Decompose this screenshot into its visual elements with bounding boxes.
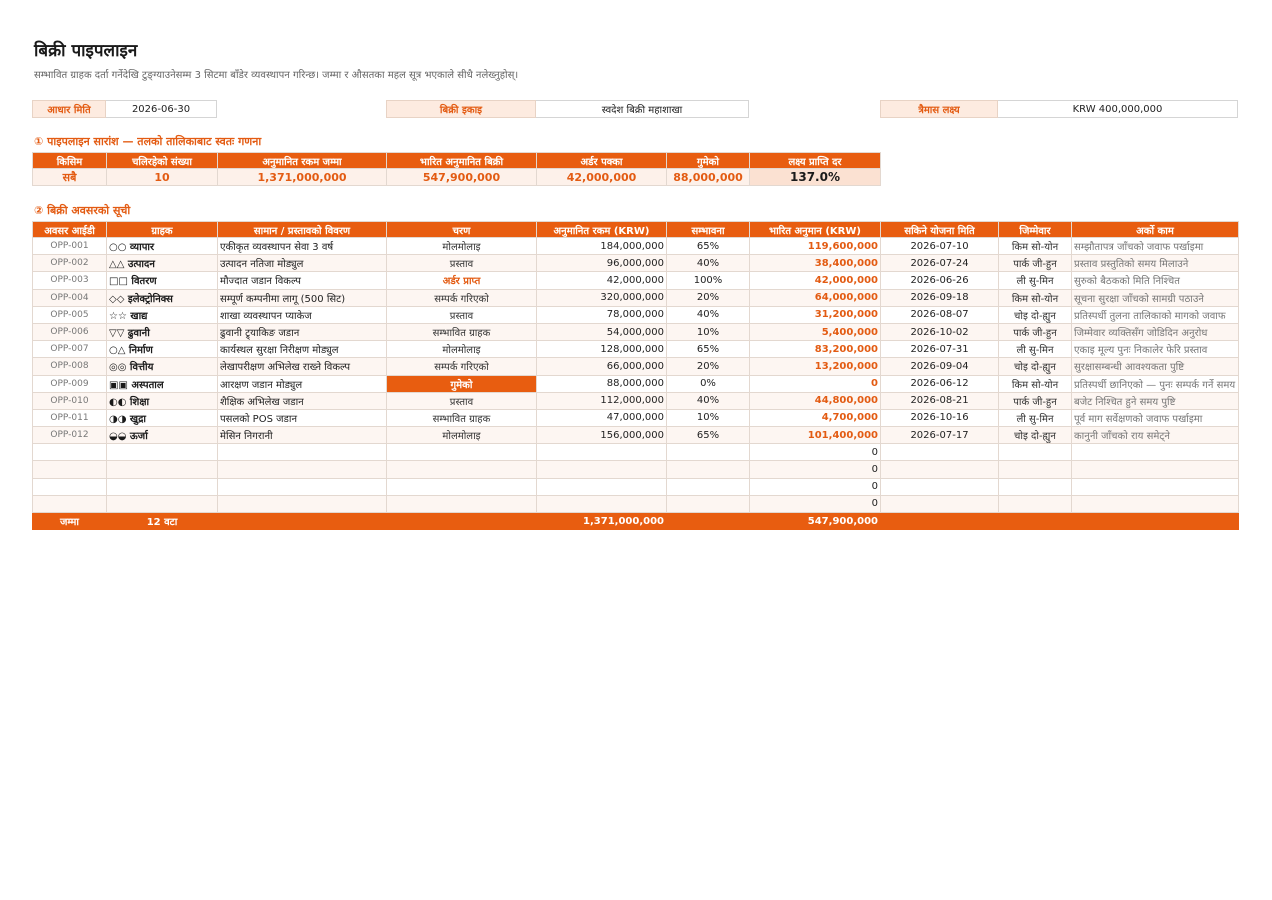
total-empty-cell xyxy=(667,513,750,530)
page-subtitle: सम्भावित ग्राहक दर्ता गर्नेदेखि टुङ्ग्याउनेसम्म 3 सिटमा बाँडेर व्यवस्थापन गरिन्छ। जम्मा र औसतका महल सूत्र भएकाले सीधै नलेख्नुहोस्। xyxy=(34,70,519,81)
empty-cell[interactable] xyxy=(667,495,750,512)
customer-cell[interactable]: ◎◎ वित्तीय xyxy=(107,358,218,375)
owner-cell[interactable]: पार्क जी-हुन xyxy=(999,392,1072,409)
summary-header: अनुमानित रकम जम्मा xyxy=(218,153,387,169)
empty-cell[interactable] xyxy=(33,495,107,512)
weighted-amount-cell[interactable]: 0 xyxy=(750,444,881,461)
probability-cell[interactable]: 20% xyxy=(667,289,750,306)
empty-row xyxy=(33,495,1239,512)
owner-cell[interactable]: किम सो-योन xyxy=(999,289,1072,306)
probability-cell[interactable]: 10% xyxy=(667,323,750,340)
owner-cell[interactable]: ली सु-मिन xyxy=(999,409,1072,426)
probability-cell[interactable]: 40% xyxy=(667,255,750,272)
total-empty-cell xyxy=(387,513,537,530)
quarter-target-value[interactable]: KRW 400,000,000 xyxy=(998,100,1238,118)
summary-active-count[interactable]: 10 xyxy=(107,169,218,186)
opportunity-id-cell[interactable]: OPP-004 xyxy=(33,289,107,306)
probability-cell[interactable]: 0% xyxy=(667,375,750,392)
table-row xyxy=(33,358,1239,375)
description-cell[interactable]: ढुवानी ट्र्याकिङ जडान xyxy=(218,323,387,340)
close-date-cell[interactable]: 2026-06-26 xyxy=(881,272,999,289)
summary-header: लक्ष्य प्राप्ति दर xyxy=(750,153,881,169)
empty-cell[interactable] xyxy=(999,478,1072,495)
opportunity-id-cell[interactable]: OPP-011 xyxy=(33,409,107,426)
empty-cell[interactable] xyxy=(881,495,999,512)
empty-cell[interactable] xyxy=(33,461,107,478)
empty-cell[interactable] xyxy=(107,495,218,512)
amount-cell[interactable]: 320,000,000 xyxy=(537,289,667,306)
next-action-cell[interactable]: प्रतिस्पर्धी छानिएको — पुनः सम्पर्क गर्ने समय xyxy=(1072,375,1239,392)
summary-header: भारित अनुमानित बिक्री xyxy=(387,153,537,169)
summary-section-title: ① पाइपलाइन सारांश — तलको तालिकाबाट स्वतः गणना xyxy=(34,135,262,148)
empty-cell[interactable] xyxy=(107,478,218,495)
table-row xyxy=(33,289,1239,306)
opportunity-id-cell[interactable]: OPP-008 xyxy=(33,358,107,375)
empty-cell[interactable] xyxy=(387,495,537,512)
weighted-amount-cell[interactable]: 42,000,000 xyxy=(750,272,881,289)
amount-cell[interactable]: 54,000,000 xyxy=(537,323,667,340)
amount-cell[interactable]: 66,000,000 xyxy=(537,358,667,375)
customer-cell[interactable]: ◇◇ इलेक्ट्रोनिक्स xyxy=(107,289,218,306)
customer-cell[interactable]: ▽▽ ढुवानी xyxy=(107,323,218,340)
customer-cell[interactable]: △△ उत्पादन xyxy=(107,255,218,272)
empty-cell[interactable] xyxy=(999,495,1072,512)
table-row xyxy=(33,255,1239,272)
table-row xyxy=(33,409,1239,426)
sales-unit-value[interactable]: स्वदेश बिक्री महाशाखा xyxy=(536,100,749,118)
amount-cell[interactable]: 78,000,000 xyxy=(537,306,667,323)
opportunity-id-cell[interactable]: OPP-003 xyxy=(33,272,107,289)
next-action-cell[interactable]: पूर्व माग सर्वेक्षणको जवाफ पर्खाइमा xyxy=(1072,409,1239,426)
column-header: ग्राहक xyxy=(107,222,218,238)
table-row xyxy=(33,306,1239,323)
owner-cell[interactable]: पार्क जी-हुन xyxy=(999,255,1072,272)
weighted-amount-cell[interactable]: 119,600,000 xyxy=(750,238,881,255)
base-date-field xyxy=(32,100,217,118)
table-row xyxy=(33,427,1239,444)
next-action-cell[interactable]: कानुनी जाँचको राय समेट्ने xyxy=(1072,427,1239,444)
opportunity-table xyxy=(32,221,1239,530)
column-header: अनुमानित रकम (KRW) xyxy=(537,222,667,238)
empty-cell[interactable] xyxy=(999,461,1072,478)
total-weighted: 547,900,000 xyxy=(750,513,881,530)
table-row xyxy=(33,238,1239,255)
opportunity-section-title: ② बिक्री अवसरको सूची xyxy=(34,204,131,217)
weighted-amount-cell[interactable]: 5,400,000 xyxy=(750,323,881,340)
column-header: भारित अनुमान (KRW) xyxy=(750,222,881,238)
probability-cell[interactable]: 40% xyxy=(667,392,750,409)
amount-cell[interactable]: 184,000,000 xyxy=(537,238,667,255)
summary-lost[interactable]: 88,000,000 xyxy=(667,169,750,186)
empty-cell[interactable] xyxy=(537,478,667,495)
opportunity-id-cell[interactable]: OPP-001 xyxy=(33,238,107,255)
owner-cell[interactable]: चोइ दो-ह्युन xyxy=(999,358,1072,375)
summary-weighted-total[interactable]: 547,900,000 xyxy=(387,169,537,186)
opportunity-id-cell[interactable]: OPP-012 xyxy=(33,427,107,444)
weighted-amount-cell[interactable]: 0 xyxy=(750,495,881,512)
amount-cell[interactable]: 42,000,000 xyxy=(537,272,667,289)
probability-cell[interactable]: 65% xyxy=(667,341,750,358)
weighted-amount-cell[interactable]: 0 xyxy=(750,375,881,392)
owner-cell[interactable]: चोइ दो-ह्युन xyxy=(999,427,1072,444)
amount-cell[interactable]: 88,000,000 xyxy=(537,375,667,392)
empty-cell[interactable] xyxy=(881,444,999,461)
stage-cell[interactable]: प्रस्ताव xyxy=(387,392,537,409)
weighted-amount-cell[interactable]: 38,400,000 xyxy=(750,255,881,272)
close-date-cell[interactable]: 2026-08-07 xyxy=(881,306,999,323)
empty-cell[interactable] xyxy=(1072,495,1239,512)
customer-cell[interactable]: ☆☆ खाद्य xyxy=(107,306,218,323)
empty-cell[interactable] xyxy=(537,461,667,478)
total-label: जम्मा xyxy=(33,513,107,530)
column-header: चरण xyxy=(387,222,537,238)
summary-header: अर्डर पक्का xyxy=(537,153,667,169)
description-cell[interactable]: लेखापरीक्षण अभिलेख राख्ने विकल्प xyxy=(218,358,387,375)
summary-header: चलिरहेको संख्या xyxy=(107,153,218,169)
empty-cell[interactable] xyxy=(33,444,107,461)
empty-cell[interactable] xyxy=(387,478,537,495)
total-empty-cell xyxy=(218,513,387,530)
description-cell[interactable]: आरक्षण जडान मोड्युल xyxy=(218,375,387,392)
empty-cell[interactable] xyxy=(667,444,750,461)
weighted-amount-cell[interactable]: 101,400,000 xyxy=(750,427,881,444)
stage-cell[interactable]: सम्भावित ग्राहक xyxy=(387,323,537,340)
probability-cell[interactable]: 20% xyxy=(667,358,750,375)
summary-table xyxy=(32,152,881,186)
amount-cell[interactable]: 156,000,000 xyxy=(537,427,667,444)
customer-cell[interactable]: □□ वितरण xyxy=(107,272,218,289)
empty-cell[interactable] xyxy=(1072,461,1239,478)
empty-row xyxy=(33,461,1239,478)
stage-cell[interactable]: सम्पर्क गरिएको xyxy=(387,358,537,375)
close-date-cell[interactable]: 2026-10-16 xyxy=(881,409,999,426)
owner-cell[interactable]: किम सो-योन xyxy=(999,375,1072,392)
close-date-cell[interactable]: 2026-08-21 xyxy=(881,392,999,409)
stage-cell[interactable]: मोलमोलाइ xyxy=(387,427,537,444)
next-action-cell[interactable]: प्रतिस्पर्धी तुलना तालिकाको मागको जवाफ xyxy=(1072,306,1239,323)
weighted-amount-cell[interactable]: 13,200,000 xyxy=(750,358,881,375)
owner-cell[interactable]: ली सु-मिन xyxy=(999,341,1072,358)
probability-cell[interactable]: 100% xyxy=(667,272,750,289)
next-action-cell[interactable]: सुरुको बैठकको मिति निश्चित xyxy=(1072,272,1239,289)
owner-cell[interactable]: चोइ दो-ह्युन xyxy=(999,306,1072,323)
description-cell[interactable]: एकीकृत व्यवस्थापन सेवा 3 वर्ष xyxy=(218,238,387,255)
customer-cell[interactable]: ◒◒ ऊर्जा xyxy=(107,427,218,444)
quarter-target-label: त्रैमास लक्ष्य xyxy=(880,100,998,118)
description-cell[interactable]: सम्पूर्ण कम्पनीमा लागू (500 सिट) xyxy=(218,289,387,306)
column-header: जिम्मेवार xyxy=(999,222,1072,238)
summary-kind[interactable]: सबै xyxy=(33,169,107,186)
opportunity-id-cell[interactable]: OPP-009 xyxy=(33,375,107,392)
total-row xyxy=(33,513,1239,530)
close-date-cell[interactable]: 2026-07-10 xyxy=(881,238,999,255)
empty-cell[interactable] xyxy=(218,495,387,512)
opportunity-id-cell[interactable]: OPP-002 xyxy=(33,255,107,272)
total-empty-cell xyxy=(999,513,1072,530)
close-date-cell[interactable]: 2026-09-18 xyxy=(881,289,999,306)
customer-cell[interactable]: ▣▣ अस्पताल xyxy=(107,375,218,392)
empty-cell[interactable] xyxy=(387,444,537,461)
probability-cell[interactable]: 65% xyxy=(667,427,750,444)
empty-cell[interactable] xyxy=(33,478,107,495)
empty-cell[interactable] xyxy=(537,444,667,461)
description-cell[interactable]: शैक्षिक अभिलेख जडान xyxy=(218,392,387,409)
stage-cell[interactable]: प्रस्ताव xyxy=(387,306,537,323)
opportunity-id-cell[interactable]: OPP-005 xyxy=(33,306,107,323)
sales-unit-label: बिक्री इकाइ xyxy=(386,100,536,118)
opportunity-id-cell[interactable]: OPP-010 xyxy=(33,392,107,409)
close-date-cell[interactable]: 2026-07-17 xyxy=(881,427,999,444)
close-date-cell[interactable]: 2026-06-12 xyxy=(881,375,999,392)
stage-cell[interactable]: गुमेको xyxy=(387,375,537,392)
customer-cell[interactable]: ◐◐ शिक्षा xyxy=(107,392,218,409)
empty-cell[interactable] xyxy=(218,461,387,478)
summary-row xyxy=(33,169,881,186)
empty-cell[interactable] xyxy=(999,444,1072,461)
empty-cell[interactable] xyxy=(218,444,387,461)
weighted-amount-cell[interactable]: 0 xyxy=(750,461,881,478)
opportunity-id-cell[interactable]: OPP-006 xyxy=(33,323,107,340)
empty-cell[interactable] xyxy=(1072,478,1239,495)
empty-cell[interactable] xyxy=(537,495,667,512)
close-date-cell[interactable]: 2026-09-04 xyxy=(881,358,999,375)
weighted-amount-cell[interactable]: 64,000,000 xyxy=(750,289,881,306)
table-row xyxy=(33,323,1239,340)
empty-row xyxy=(33,478,1239,495)
owner-cell[interactable]: किम सो-योन xyxy=(999,238,1072,255)
column-header: सकिने योजना मिति xyxy=(881,222,999,238)
empty-cell[interactable] xyxy=(1072,444,1239,461)
close-date-cell[interactable]: 2026-07-24 xyxy=(881,255,999,272)
table-row xyxy=(33,392,1239,409)
empty-cell[interactable] xyxy=(881,478,999,495)
stage-cell[interactable]: सम्भावित ग्राहक xyxy=(387,409,537,426)
empty-row xyxy=(33,444,1239,461)
weighted-amount-cell[interactable]: 31,200,000 xyxy=(750,306,881,323)
next-action-cell[interactable]: सुरक्षासम्बन्धी आवश्यकता पुष्टि xyxy=(1072,358,1239,375)
close-date-cell[interactable]: 2026-10-02 xyxy=(881,323,999,340)
amount-cell[interactable]: 128,000,000 xyxy=(537,341,667,358)
next-action-cell[interactable]: बजेट निश्चित हुने समय पुष्टि xyxy=(1072,392,1239,409)
empty-cell[interactable] xyxy=(107,461,218,478)
column-header: अवसर आईडी xyxy=(33,222,107,238)
empty-cell[interactable] xyxy=(881,461,999,478)
description-cell[interactable]: शाखा व्यवस्थापन प्याकेज xyxy=(218,306,387,323)
next-action-cell[interactable]: एकाइ मूल्य पुनः निकालेर फेरि प्रस्ताव xyxy=(1072,341,1239,358)
weighted-amount-cell[interactable]: 83,200,000 xyxy=(750,341,881,358)
customer-cell[interactable]: ○△ निर्माण xyxy=(107,341,218,358)
total-count: 12 वटा xyxy=(107,513,218,530)
page-title: बिक्री पाइपलाइन xyxy=(34,41,138,61)
summary-achievement-rate[interactable]: 137.0% xyxy=(750,169,881,186)
total-amount: 1,371,000,000 xyxy=(537,513,667,530)
customer-cell[interactable]: ○○ व्यापार xyxy=(107,238,218,255)
owner-cell[interactable]: ली सु-मिन xyxy=(999,272,1072,289)
quarter-target-field xyxy=(880,100,1238,118)
next-action-cell[interactable]: सम्झौतापत्र जाँचको जवाफ पर्खाइमा xyxy=(1072,238,1239,255)
probability-cell[interactable]: 40% xyxy=(667,306,750,323)
base-date-value[interactable]: 2026-06-30 xyxy=(106,100,217,118)
stage-cell[interactable]: मोलमोलाइ xyxy=(387,238,537,255)
empty-cell[interactable] xyxy=(218,478,387,495)
next-action-cell[interactable]: सूचना सुरक्षा जाँचको सामग्री पठाउने xyxy=(1072,289,1239,306)
probability-cell[interactable]: 65% xyxy=(667,238,750,255)
table-row xyxy=(33,341,1239,358)
amount-cell[interactable]: 112,000,000 xyxy=(537,392,667,409)
empty-cell[interactable] xyxy=(387,461,537,478)
stage-cell[interactable]: प्रस्ताव xyxy=(387,255,537,272)
opportunity-id-cell[interactable]: OPP-007 xyxy=(33,341,107,358)
stage-cell[interactable]: अर्डर प्राप्त xyxy=(387,272,537,289)
description-cell[interactable]: कार्यस्थल सुरक्षा निरीक्षण मोड्युल xyxy=(218,341,387,358)
weighted-amount-cell[interactable]: 4,700,000 xyxy=(750,409,881,426)
column-header: अर्को काम xyxy=(1072,222,1239,238)
description-cell[interactable]: उत्पादन नतिजा मोड्युल xyxy=(218,255,387,272)
summary-header: किसिम xyxy=(33,153,107,169)
customer-cell[interactable]: ◑◑ खुद्रा xyxy=(107,409,218,426)
empty-cell[interactable] xyxy=(667,478,750,495)
description-cell[interactable]: मौज्दात जडान विकल्प xyxy=(218,272,387,289)
description-cell[interactable]: मेसिन निगरानी xyxy=(218,427,387,444)
table-row xyxy=(33,272,1239,289)
empty-cell[interactable] xyxy=(667,461,750,478)
amount-cell[interactable]: 47,000,000 xyxy=(537,409,667,426)
weighted-amount-cell[interactable]: 0 xyxy=(750,478,881,495)
description-cell[interactable]: पसलको POS जडान xyxy=(218,409,387,426)
total-empty-cell xyxy=(1072,513,1239,530)
amount-cell[interactable]: 96,000,000 xyxy=(537,255,667,272)
probability-cell[interactable]: 10% xyxy=(667,409,750,426)
next-action-cell[interactable]: प्रस्ताव प्रस्तुतिको समय मिलाउने xyxy=(1072,255,1239,272)
stage-cell[interactable]: मोलमोलाइ xyxy=(387,341,537,358)
column-header: सामान / प्रस्तावको विवरण xyxy=(218,222,387,238)
sales-unit-field xyxy=(386,100,749,118)
next-action-cell[interactable]: जिम्मेवार व्यक्तिसँग जोडिदिन अनुरोध xyxy=(1072,323,1239,340)
summary-header: गुमेको xyxy=(667,153,750,169)
owner-cell[interactable]: पार्क जी-हुन xyxy=(999,323,1072,340)
close-date-cell[interactable]: 2026-07-31 xyxy=(881,341,999,358)
stage-cell[interactable]: सम्पर्क गरिएको xyxy=(387,289,537,306)
empty-cell[interactable] xyxy=(107,444,218,461)
summary-won[interactable]: 42,000,000 xyxy=(537,169,667,186)
weighted-amount-cell[interactable]: 44,800,000 xyxy=(750,392,881,409)
column-header: सम्भावना xyxy=(667,222,750,238)
table-row xyxy=(33,375,1239,392)
total-empty-cell xyxy=(881,513,999,530)
base-date-label: आधार मिति xyxy=(32,100,106,118)
summary-amount-total[interactable]: 1,371,000,000 xyxy=(218,169,387,186)
